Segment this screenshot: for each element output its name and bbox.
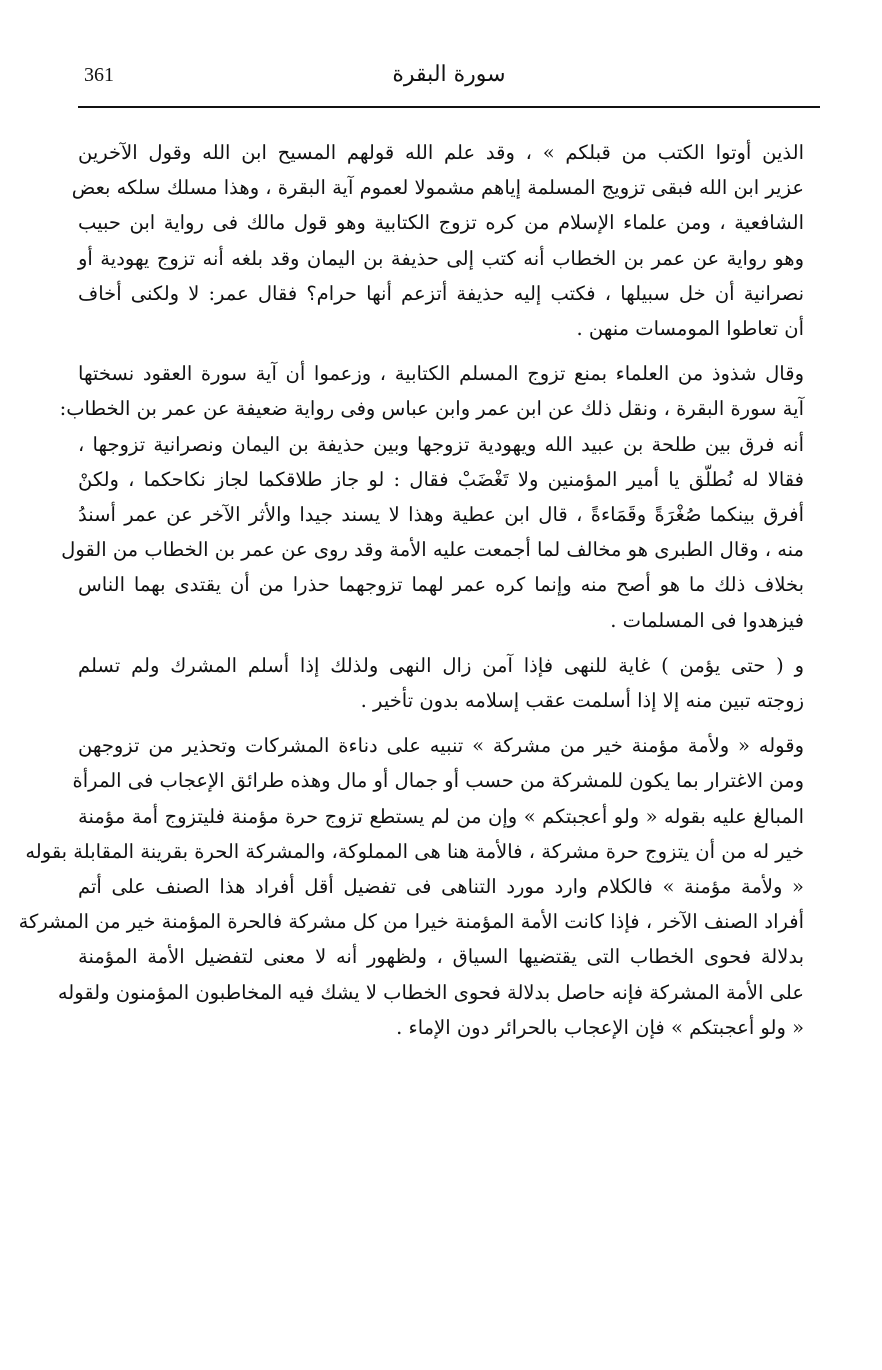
header-rule [78,106,820,108]
text-line: منه ، وقال الطبرى هو مخالف لما أجمعت عليه الأمة وقد روى عن عمر بن الخطاب من القول [61,538,804,562]
body-text [18,135,804,1055]
text-line: بخلاف ذلك ما هو أصح منه وإنما كره عمر لهما تزوجهما حذرا من أن يقتدى بهما الناس [78,573,804,597]
running-title: سورة البقرة [392,62,506,87]
text-line: الشافعية ، ومن علماء الإسلام من كره تزوج الكتابية وهو قول مالك فى رواية ابن حبيب [78,211,804,235]
text-line: فيزهدوا فى المسلمات . [610,608,804,632]
text-line: بدلالة فحوى الخطاب التى يقتضيها السياق ، ولظهور أنه لا معنى لتفضيل الأمة المؤمنة [78,945,804,969]
text-line: أفرق بينكما صُغْرَةً وقَمَاءةً ، قال ابن عطية وهذا لا يسند جيدا والأثر الآخر عن عمر أسندُ [78,503,804,527]
text-line: أفراد الصنف الآخر ، فإذا كانت الأمة المؤمنة خيرا من كل مشركة فالحرة المؤمنة خير من المشركة [18,910,804,934]
text-line: على الأمة المشركة فإنه حاصل بدلالة فحوى الخطاب لا يشك فيه المخاطبون المؤمنون ولقوله [57,980,804,1004]
paragraph-1 [71,135,804,346]
text-line: وقال شذوذ من العلماء بمنع تزوج المسلم الكتابية ، وزعموا أن آية سورة العقود نسختها [78,362,804,386]
paragraph-3 [78,648,804,718]
text-line: المبالغ عليه بقوله « ولو أعجبتكم » وإن من لم يستطع تزوج حرة مؤمنة فليتزوج أمة مؤمنة [78,804,804,828]
text-line: زوجته تبين منه إلا إذا أسلمت عقب إسلامه بدون تأخير . [360,689,804,713]
text-line: « ولو أعجبتكم » فإن الإعجاب بالحرائر دون الإماء . [396,1015,804,1039]
text-line: أنه فرق بين طلحة بن عبيد الله ويهودية تزوجها وبين حذيفة بن اليمان ونصرانية تزوجها ، [78,432,804,456]
text-line: « ولأمة مؤمنة » فالكلام وارد مورد التناهى فى تفضيل أقل أفراد هذا الصنف على أتم [78,875,804,899]
text-line: وقوله « ولأمة مؤمنة خير من مشركة » تنبيه على دناءة المشركات وتحذير من تزوجهن [78,734,804,758]
text-line: الذين أوتوا الكتب من قبلكم » ، وقد علم الله قولهم المسيح ابن الله وقول الآخرين [78,141,804,164]
text-line: آية سورة البقرة ، ونقل ذلك عن ابن عمر وابن عباس وفى رواية ضعيفة عن عمر بن الخطاب: [59,397,804,421]
text-line: و ( حتى يؤمن ) غاية للنهى فإذا آمن زال النهى ولذلك إذا أسلم المشرك ولم تسلم [78,653,804,677]
text-line: فقالا له نُطلّق يا أمير المؤمنين ولا تَغْضَبْ فقال : لو جاز طلاقكما لجاز نكاحكما ، ولكنْ [78,467,804,491]
page-number: 361 [84,64,114,86]
page-header [78,58,820,98]
text-line: نصرانية أن خل سبيلها ، فكتب إليه حذيفة أتزعم أنها حرام؟ فقال عمر: لا ولكنى أخاف [78,281,804,305]
text-line: ومن الاغترار بما يكون للمشركة من حسب أو جمال أو مال وهذه طرائق الإعجاب فى المرأة [72,769,804,793]
text-line: خير له من أن يتزوج حرة مشركة ، فالأمة هنا هى المملوكة، والمشركة الحرة بقرينة المقابلة بقوله [25,839,804,863]
text-line: وهو رواية عن عمر بن الخطاب أنه كتب إلى حذيفة بن اليمان وقد بلغه أنه تزوج يهودية أو [78,246,804,270]
text-line: عزير ابن الله فبقى تزويج المسلمة إياهم مشمولا لعموم آية البقرة ، وهذا مسلك سلكه بعض [71,176,804,200]
paragraph-4 [18,728,804,1045]
paragraph-2 [59,356,804,638]
text-line: أن تعاطوا المومسات منهن . [576,317,804,341]
